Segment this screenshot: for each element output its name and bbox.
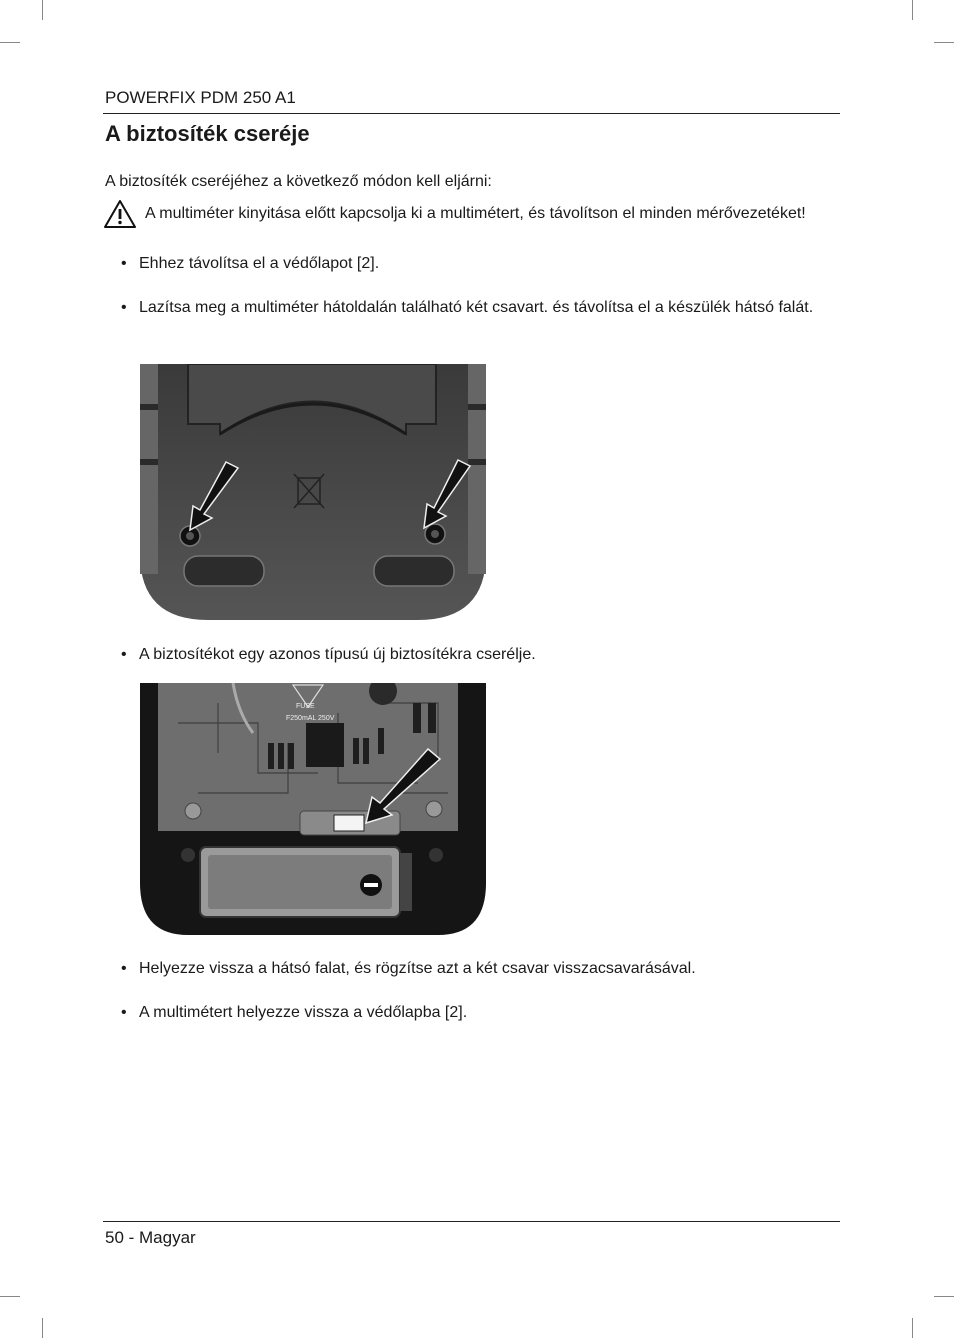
list-item-text: A biztosítékot egy azonos típusú új biztosítékra cserélje. bbox=[139, 646, 536, 663]
crop-mark bbox=[934, 42, 954, 43]
bullet-dot: • bbox=[121, 960, 127, 977]
list-item bbox=[121, 641, 837, 669]
list-item bbox=[121, 999, 837, 1027]
crop-mark bbox=[912, 1318, 913, 1338]
bullet-dot: • bbox=[121, 255, 127, 272]
crop-mark bbox=[912, 0, 913, 20]
header-rule bbox=[103, 113, 840, 114]
section-title: A biztosíték cseréje bbox=[105, 121, 310, 146]
list-item-text: Ehhez távolítsa el a védőlapot [2]. bbox=[139, 255, 380, 272]
crop-mark bbox=[0, 1296, 20, 1297]
footer-rule bbox=[103, 1221, 840, 1222]
warning-text: A multiméter kinyitása előtt kapcsolja ki a multimétert, és távolítson el minden mérővezetéket! bbox=[145, 205, 806, 222]
crop-mark bbox=[42, 1318, 43, 1338]
bullet-dot: • bbox=[121, 1004, 127, 1021]
crop-mark bbox=[0, 42, 20, 43]
warning-notice bbox=[103, 199, 843, 229]
fuse-rating-label: F250mAL 250V bbox=[286, 715, 335, 722]
crop-mark bbox=[42, 0, 43, 20]
multimeter-back-photo bbox=[138, 364, 488, 622]
fuse-label: FUSE bbox=[296, 703, 315, 710]
intro-text: A biztosíték cseréjéhez a következő módon kell eljárni: bbox=[105, 173, 492, 190]
list-item bbox=[121, 955, 837, 983]
list-item bbox=[121, 294, 837, 322]
list-item-text: Lazítsa meg a multiméter hátoldalán található két csavart. és távolítsa el a készülék hátsó falát. bbox=[139, 299, 814, 316]
bullet-dot: • bbox=[121, 646, 127, 663]
list-item-text: A multimétert helyezze vissza a védőlapba [2]. bbox=[139, 1004, 468, 1021]
bullet-dot: • bbox=[121, 299, 127, 316]
warning-triangle-icon bbox=[103, 199, 137, 229]
list-item bbox=[121, 250, 837, 278]
multimeter-pcb-photo bbox=[138, 683, 488, 938]
list-item-text: Helyezze vissza a hátsó falat, és rögzítse azt a két csavar visszacsavarásával. bbox=[139, 960, 696, 977]
crop-mark bbox=[934, 1296, 954, 1297]
footer-page-label: 50 - Magyar bbox=[105, 1228, 196, 1247]
header-product: POWERFIX PDM 250 A1 bbox=[105, 88, 296, 107]
